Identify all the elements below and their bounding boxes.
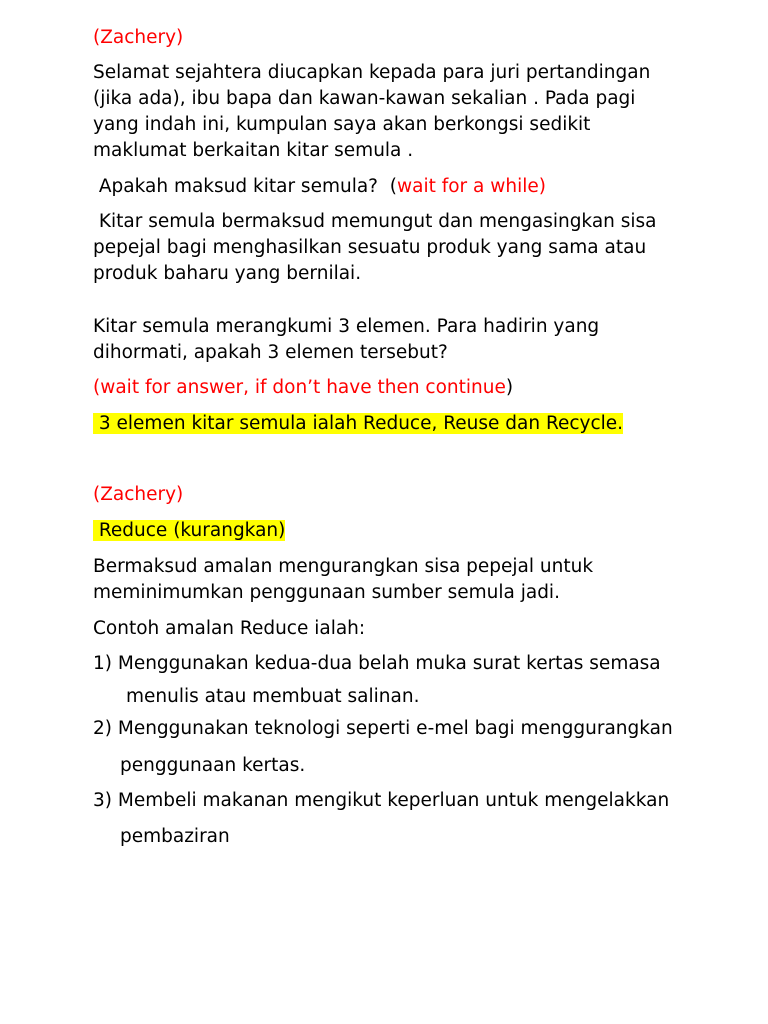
- greeting-line: maklumat berkaitan kitar semula .: [93, 140, 414, 161]
- greeting-line: Selamat sejahtera diucapkan kepada para juri pertandingan: [93, 62, 651, 83]
- greeting-line: (jika ada), ibu bapa dan kawan-kawan sekalian . Pada pagi: [93, 88, 636, 109]
- question-line: [93, 174, 546, 200]
- question-note: wait for a while): [396, 176, 546, 197]
- speaker-label: (Zachery): [93, 27, 184, 48]
- elements-line: Kitar semula merangkumi 3 elemen. Para hadirin yang: [93, 316, 600, 337]
- answer-note: (wait for answer, if don’t have then continue: [93, 377, 506, 398]
- meaning-line: meminimumkan penggunaan sumber semula jadi.: [93, 582, 560, 603]
- elements-answer-line: [93, 411, 623, 437]
- elements-line: dihormati, apakah 3 elemen tersebut?: [93, 342, 448, 363]
- question-text: Apakah maksud kitar semula? (: [93, 176, 397, 197]
- definition-line: pepejal bagi menghasilkan sesuatu produk yang sama atau: [93, 237, 647, 258]
- example-item-line: 3) Membeli makanan mengikut keperluan untuk mengelakkan: [93, 790, 670, 811]
- highlighted-elements-answer: 3 elemen kitar semula ialah Reduce, Reuse dan Recycle.: [93, 413, 624, 434]
- example-item-continuation: pembaziran: [120, 826, 230, 847]
- answer-note-line: [93, 375, 513, 401]
- definition-line: Kitar semula bermaksud memungut dan mengasingkan sisa: [93, 211, 657, 232]
- answer-note-close: ): [505, 377, 514, 398]
- examples-intro: Contoh amalan Reduce ialah:: [93, 618, 366, 639]
- reduce-heading-line: [93, 518, 285, 544]
- example-item-continuation: menulis atau membuat salinan.: [126, 686, 420, 707]
- example-item-line: 2) Menggunakan teknologi seperti e-mel bagi menggurangkan: [93, 718, 673, 739]
- example-item-continuation: penggunaan kertas.: [120, 755, 306, 776]
- definition-line: produk baharu yang bernilai.: [93, 263, 362, 284]
- highlighted-reduce-heading: Reduce (kurangkan): [93, 520, 286, 541]
- greeting-line: yang indah ini, kumpulan saya akan berkongsi sedikit: [93, 114, 591, 135]
- speaker-label: (Zachery): [93, 484, 184, 505]
- meaning-line: Bermaksud amalan mengurangkan sisa pepejal untuk: [93, 556, 594, 577]
- example-item-line: 1) Menggunakan kedua-dua belah muka surat kertas semasa: [93, 653, 661, 674]
